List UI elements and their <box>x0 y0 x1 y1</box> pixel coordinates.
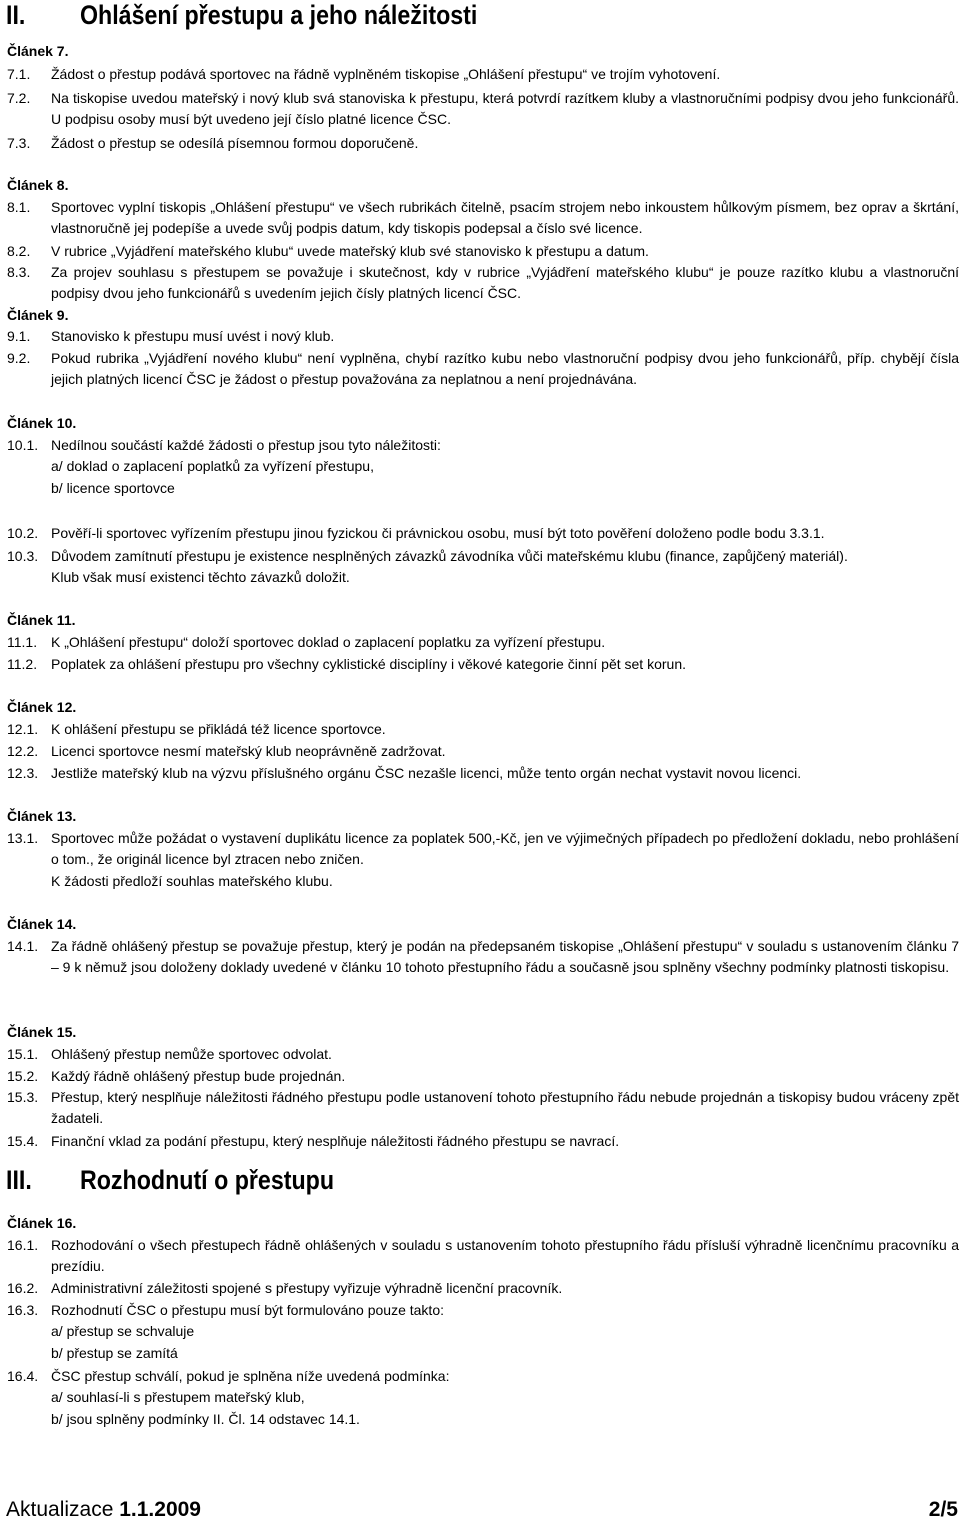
clause <box>7 1131 959 1152</box>
list-item: b/ licence sportovce <box>51 479 175 496</box>
list-item: a/ přestup se schvaluje <box>51 1323 195 1340</box>
clause-text: Sportovec vyplní tiskopis „Ohlášení přestupu“ ve všech rubrikách čitelně, psacím strojem nebo inkoustem hůlkovým písmem, bez oprav a škrtání, vlastnoručně jej podepíše a uvede svůj podpis datum, kdy tiskopis podepsal a číslo své licence. <box>51 199 959 237</box>
clause <box>7 197 959 240</box>
list-item: a/ doklad o zaplacení poplatků za vyřízení přestupu, <box>51 458 374 475</box>
clause-text: Stanovisko k přestupu musí uvést i nový klub. <box>51 328 335 344</box>
article-title: Článek 7. <box>7 43 69 59</box>
clause-text <box>51 435 959 499</box>
clause <box>7 1087 959 1130</box>
clause-number: 8.3. <box>7 264 31 280</box>
footer-date: 1.1.2009 <box>119 1498 201 1521</box>
clause-number: 16.1. <box>7 1237 39 1253</box>
clause <box>7 546 959 589</box>
page-footer <box>6 1497 958 1525</box>
clause-text: Každý řádně ohlášený přestup bude projednán. <box>51 1068 346 1084</box>
article-title: Článek 8. <box>7 177 69 193</box>
clause-line: K žádosti předloží souhlas mateřského klubu. <box>51 872 333 889</box>
clause-text <box>51 1366 959 1430</box>
list-item: b/ přestup se zamítá <box>51 1344 178 1361</box>
clause-number: 8.1. <box>7 199 31 215</box>
clause-number: 14.1. <box>7 938 39 954</box>
article-title: Článek 9. <box>7 307 69 323</box>
clause-text: Jestliže mateřský klub na výzvu příslušného orgánu ČSC nezašle licenci, může tento orgán nechat vystavit novou licenci. <box>51 765 802 781</box>
clause-text: Poplatek za ohlášení přestupu pro všechny cyklistické disciplíny i věkové kategorie činní pět set korun. <box>51 656 686 672</box>
clause-text: Administrativní záležitosti spojené s přestupy vyřizuje výhradně licenční pracovník. <box>51 1280 563 1296</box>
clause-number: 7.2. <box>7 90 31 106</box>
clause-text: Na tiskopise uvedou mateřský i nový klub svá stanoviska k přestupu, která potvrdí razítkem kluby a vlastnoručními podpisy dvou jeho funkcionářů. U podpisu osoby musí být uvedeno její číslo platné licence ČSC. <box>51 90 959 128</box>
clause-line: Rozhodnutí ČSC o přestupu musí být formulováno pouze takto: <box>51 1302 444 1318</box>
clause-number: 16.4. <box>7 1368 39 1384</box>
article-title: Článek 11. <box>7 612 76 628</box>
clause-number: 10.3. <box>7 548 39 564</box>
article-title: Článek 15. <box>7 1024 77 1040</box>
clause-number: 12.3. <box>7 765 39 781</box>
clause-text: Žádost o přestup se odesílá písemnou formou doporučeně. <box>51 135 419 151</box>
clause-number: 9.1. <box>7 328 31 344</box>
clause-line: ČSC přestup schválí, pokud je splněna níže uvedená podmínka: <box>51 1368 450 1384</box>
section-title: Rozhodnutí o přestupu <box>79 1165 335 1195</box>
clause <box>7 348 959 391</box>
clause-text: K „Ohlášení přestupu“ doloží sportovec doklad o zaplacení poplatku za vyřízení přestupu. <box>51 634 606 650</box>
clause-line: Důvodem zamítnutí přestupu je existence nesplněných závazků závodníka vůči mateřskému klubu (finance, zapůjčený materiál). <box>51 548 848 564</box>
article-title: Článek 16. <box>7 1215 77 1231</box>
clause-text: Pověří-li sportovec vyřízením přestupu jinou fyzickou či právnickou osobu, musí být toto pověření doloženo podle bodu 3.3.1. <box>51 525 825 541</box>
section-title: Ohlášení přestupu a jeho náležitosti <box>79 0 478 30</box>
footer-update <box>6 1497 201 1523</box>
clause-number: 13.1. <box>7 830 39 846</box>
list-item: a/ souhlasí-li s přestupem mateřský klub, <box>51 1389 305 1406</box>
clause <box>7 326 959 347</box>
clause-number: 15.4. <box>7 1133 39 1149</box>
clause-text: Rozhodování o všech přestupech řádně ohlášených v souladu s ustanovením tohoto přestupního řádu přísluší výhradně licenčnímu pracovníku a prezídiu. <box>51 1237 959 1275</box>
clause-text <box>51 546 959 589</box>
article-title: Článek 10. <box>7 415 77 431</box>
clause-text: Za řádně ohlášený přestup se považuje přestup, který je podán na předepsaném tiskopise „Ohlášení přestupu“ v souladu s ustanovením článku 7 – 9 k němuž jsou doloženy doklady uvedené v článku 10 tohoto přestupního řádu a současně jsou splněny všechny podmínky platnosti tiskopisu. <box>51 938 959 976</box>
clause-number: 7.3. <box>7 135 31 151</box>
section-heading-ii <box>6 0 477 30</box>
clause-text: Ohlášený přestup nemůže sportovec odvolat. <box>51 1046 332 1062</box>
clause-text: Přestup, který nesplňuje náležitosti řádného přestupu podle ustanovení tohoto přestupního řádu nebude projednán a tiskopisy budou vráceny zpět žadateli. <box>51 1089 959 1127</box>
clause-text: Žádost o přestup podává sportovec na řádně vyplněném tiskopise „Ohlášení přestupu“ ve trojím vyhotovení. <box>51 66 721 82</box>
clause-number: 10.1. <box>7 437 39 453</box>
clause <box>7 88 959 131</box>
clause <box>7 741 959 762</box>
clause <box>7 719 959 740</box>
clause-text <box>51 828 959 892</box>
article-title: Článek 12. <box>7 699 77 715</box>
clause-line: Nedílnou součástí každé žádosti o přestup jsou tyto náležitosti: <box>51 437 441 453</box>
clause <box>7 1235 959 1278</box>
clause-number: 16.2. <box>7 1280 39 1296</box>
clause <box>7 828 959 892</box>
clause-number: 12.2. <box>7 743 39 759</box>
clause-number: 15.2. <box>7 1068 39 1084</box>
article-title: Článek 13. <box>7 808 77 824</box>
clause <box>7 133 959 154</box>
clause <box>7 64 959 85</box>
section-number: III. <box>6 1165 32 1195</box>
clause-number: 15.1. <box>7 1046 39 1062</box>
clause-text <box>51 1300 959 1364</box>
clause-line: Klub však musí existenci těchto závazků doložit. <box>51 569 350 586</box>
clause-text: K ohlášení přestupu se přikládá též licence sportovce. <box>51 721 386 737</box>
clause <box>7 1278 959 1299</box>
clause <box>7 654 959 675</box>
clause <box>7 632 959 653</box>
clause-number: 11.2. <box>7 656 38 672</box>
clause-text: Za projev souhlasu s přestupem se považuje i skutečnost, kdy v rubrice „Vyjádření mateřského klubu“ je pouze razítko klubu a vlastnoruční podpisy dvou jeho funkcionářů s uvedením jejich čísly platných licencí ČSC. <box>51 264 959 302</box>
article-title: Článek 14. <box>7 916 77 932</box>
section-heading-iii <box>6 1165 334 1195</box>
clause <box>7 1366 959 1430</box>
clause <box>7 262 959 305</box>
page-number: 2/5 <box>928 1498 958 1521</box>
clause-number: 11.1. <box>7 634 38 650</box>
section-number: II. <box>6 0 26 30</box>
clause <box>7 523 959 544</box>
clause <box>7 1044 959 1065</box>
clause-number: 10.2. <box>7 525 39 541</box>
clause-text: V rubrice „Vyjádření mateřského klubu“ uvede mateřský klub své stanovisko k přestupu a datum. <box>51 243 649 259</box>
clause <box>7 763 959 784</box>
list-item: b/ jsou splněny podmínky II. Čl. 14 odstavec 14.1. <box>51 1410 360 1427</box>
clause-number: 9.2. <box>7 350 31 366</box>
clause-line: Sportovec může požádat o vystavení duplikátu licence za poplatek 500,-Kč, jen ve výjimečných případech po předložení dokladu, nebo prohlášení o tom., že originál licence byl ztracen nebo zničen. <box>51 830 959 868</box>
clause <box>7 1300 959 1364</box>
clause <box>7 1066 959 1087</box>
clause-number: 7.1. <box>7 66 31 82</box>
clause-number: 15.3. <box>7 1089 39 1105</box>
clause <box>7 241 959 262</box>
clause-text: Finanční vklad za podání přestupu, který nesplňuje náležitosti řádného přestupu se navrací. <box>51 1133 620 1149</box>
clause-text: Licenci sportovce nesmí mateřský klub neoprávněně zadržovat. <box>51 743 446 759</box>
clause-text: Pokud rubrika „Vyjádření nového klubu“ není vyplněna, chybí razítko kubu nebo vlastnoruční podpisy dvou jeho funkcionářů, příp. chybějí čísla jejich platných licencí ČSC je žádost o přestup považována za neplatnou a není projednávána. <box>51 350 959 388</box>
clause <box>7 435 959 499</box>
footer-label: Aktualizace <box>6 1498 114 1521</box>
clause <box>7 936 959 979</box>
clause-number: 8.2. <box>7 243 31 259</box>
clause-number: 12.1. <box>7 721 39 737</box>
clause-number: 16.3. <box>7 1302 39 1318</box>
